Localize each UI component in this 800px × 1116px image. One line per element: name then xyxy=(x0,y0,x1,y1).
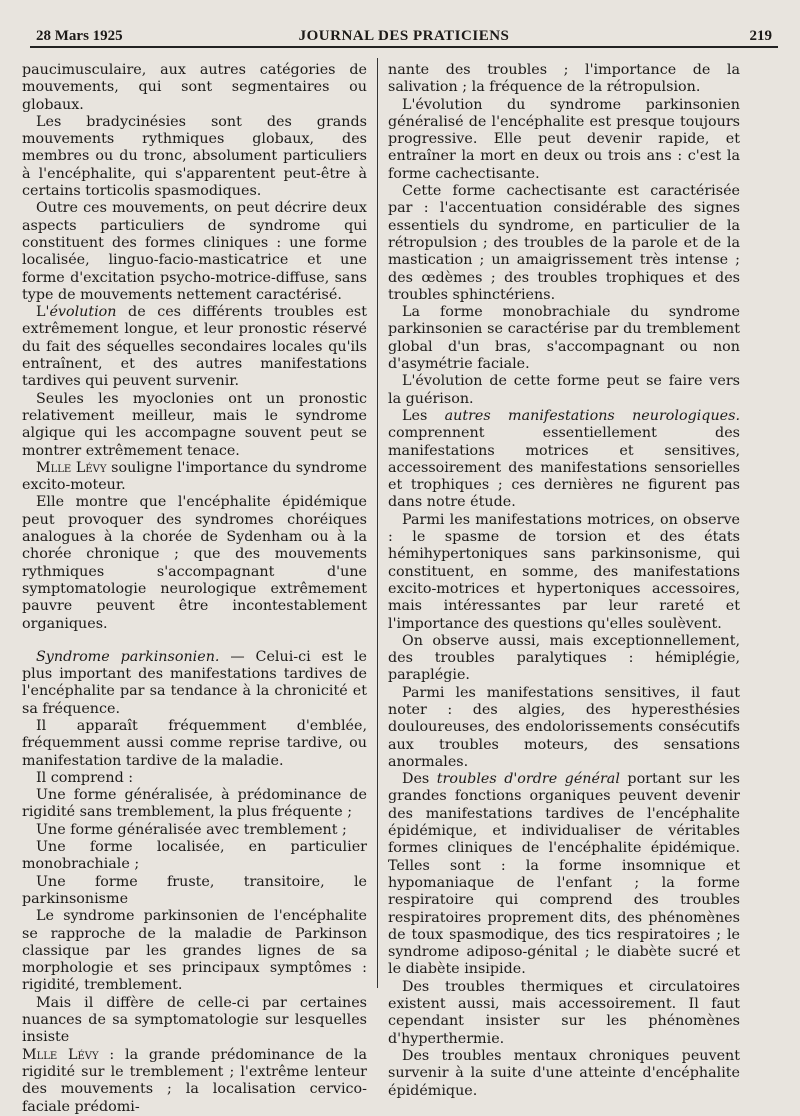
paragraph: Elle montre que l'encéphalite épidémique peut provoquer des syndromes choréiques analogues à la chorée de Sydenham ou à la chorée chronique ; que des mouvements rythmiques s'accompagnant d'une symptomatologie neurologique extrêmement pauvre peuvent être incontestablement organiques. xyxy=(22,494,367,632)
column-divider xyxy=(377,58,378,988)
paragraph-text: de ces différents troubles est extrêmement longue, et leur pronostic réservé du fait des séquelles secondaires locales qu'ils entraînent, et des autres manifestations tardives qui peuvent survenir. xyxy=(22,304,368,390)
paragraph-prefix: Les xyxy=(402,407,428,424)
paragraph: Il comprend : xyxy=(36,769,134,786)
paragraph xyxy=(22,649,367,718)
paragraph: La forme monobrachiale du syndrome parkinsonien se caractérise par du tremblement global d'un bras, s'accompagnant ou non d'asymétrie faciale. xyxy=(388,304,740,373)
header-journal-title: JOURNAL DES PRATICIENS xyxy=(298,28,510,44)
paragraph: Outre ces mouvements, on peut décrire deux aspects particuliers de syndrome qui constituent des formes cliniques : une forme localisée, linguo-facio-masticatrice et une forme d'excitation psycho-motrice-diffuse, sans type de mouvements nettement caractérisé. xyxy=(22,200,367,303)
paragraph: Une forme généralisée avec tremblement ; xyxy=(36,821,347,838)
paragraph: Parmi les manifestations motrices, on observe : le spasme de torsion et des états hémihypertoniques sans parkinsonisme, qui constituent, en somme, des manifestations excito-motrices et hypertoniques accessoires, mais intéressantes par leur rareté et l'importance des questions qu'elles soulèvent. xyxy=(388,511,740,632)
paragraph xyxy=(22,304,367,390)
paragraph: Mais il diffère de celle-ci par certaines nuances de sa symptomatologie sur lesquelles insiste xyxy=(22,994,367,1046)
paragraph: Une forme localisée, en particulier monobrachiale ; xyxy=(22,839,367,873)
paragraph: Des troubles thermiques et circulatoires existent aussi, mais accessoirement. Il faut cependant insister sur les phénomènes d'hyperthermie. xyxy=(388,978,740,1047)
paragraph: Des troubles mentaux chroniques peuvent survenir à la suite d'une atteinte d'encéphalite épidémique. xyxy=(388,1047,740,1099)
paragraph-prefix: Des xyxy=(402,771,430,788)
paragraph: Parmi les manifestations sensitives, il faut noter : des algies, des hyperesthésies douloureuses, des endolorissements consécutifs aux troubles moteurs, des sensations anormales. xyxy=(388,684,740,770)
paragraph: Le syndrome parkinsonien de l'encéphalite se rapproche de la maladie de Parkinson classique par les grandes lignes de sa morphologie et ses principaux symptômes : rigidité, tremblement. xyxy=(22,908,367,994)
paragraph: Les bradycinésies sont des grands mouvements rythmiques globaux, des membres ou du tronc, absolument particuliers à l'encéphalite, qui s'apparentent peut-être à certains torticolis spasmodiques. xyxy=(22,113,367,200)
paragraph: paucimusculaire, aux autres catégories de mouvements, qui sont segmentaires ou globaux. xyxy=(22,62,367,113)
author-name: Mlle Lévy xyxy=(36,459,107,476)
paragraph-text: souligne xyxy=(111,459,173,476)
evolution-prefix: L' xyxy=(36,304,50,321)
paragraph-text: : la grande prédominance de la rigidité sur le tremblement ; l'extrême lenteur des mouvements ; la localisation cervico-faciale prédomi- xyxy=(22,1046,367,1115)
paragraph: L'évolution du syndrome parkinsonien généralisé de l'encéphalite est presque toujours progressive. Elle peut devenir rapide, et entraîner la mort en deux ou trois ans : c'est la forme cachectisante. xyxy=(388,96,740,182)
paragraph: Il apparaît fréquemment d'emblée, fréquemment aussi comme reprise tardive, ou manifestation tardive de la maladie. xyxy=(22,717,367,769)
paragraph: nante des troubles ; l'importance de la salivation ; la fréquence de la rétropulsion. xyxy=(388,62,740,96)
right-column xyxy=(388,62,740,1100)
paragraph xyxy=(22,460,367,495)
section-title-troubles: troubles d'ordre général xyxy=(436,771,620,788)
page-header xyxy=(30,24,778,48)
evolution-term: évolution xyxy=(49,304,117,321)
paragraph-text: comprennent essentiellement des manifestations motrices et sensitives, accessoirement des manifestations sensorielles et trophiques ; ces dernières ne figurent pas dans notre étude. xyxy=(388,425,740,511)
paragraph-text: l'importance du syndrome excito-moteur. xyxy=(22,459,368,494)
paragraph-text: portant sur les grandes fonctions organiques peuvent devenir des manifestations tardives de l'encéphalite épidémique, et individualiser de véritables formes cliniques de l'encéphalite épidémique. Telles sont : la forme insomnique et hypomaniaque de l'enfant ; la forme respiratoire qui comprend des troubles respiratoires proprement dits, des phénomènes de toux spasmodique, des tics respiratoires ; le syndrome adiposo-génital ; le diabète sucré et le diabète insipide. xyxy=(388,771,741,978)
paragraph: L'évolution de cette forme peut se faire vers la guérison. xyxy=(388,373,740,407)
paragraph xyxy=(388,771,740,979)
paragraph xyxy=(388,408,740,512)
author-name: Mlle Lévy xyxy=(22,1046,99,1063)
paragraph: Une forme fruste, transitoire, le parkinsonisme xyxy=(22,873,367,907)
paragraph: On observe aussi, mais exceptionnellement, des troubles paralytiques : hémiplégie, paraplégie. xyxy=(388,632,740,684)
section-title-parkinsonien: Syndrome parkinsonien. xyxy=(36,648,220,665)
paragraph xyxy=(22,1047,367,1116)
left-column xyxy=(22,62,367,1116)
header-date: 28 Mars 1925 xyxy=(36,28,123,44)
paragraph-text: — Celui-ci est le plus important des manifestations tardives de l'encéphalite par sa tendance à la chronicité et sa fréquence. xyxy=(22,648,367,717)
paragraph: Seules les myoclonies ont un pronostic relativement meilleur, mais le syndrome algique qui les accompagne souvent peut se montrer extrêmement tenace. xyxy=(22,390,367,459)
section-title-autres: autres manifestations neurologiques. xyxy=(444,407,740,424)
header-page-number: 219 xyxy=(749,28,772,44)
paragraph: Une forme généralisée, à prédominance de rigidité sans tremblement, la plus fréquente ; xyxy=(22,787,367,821)
paragraph: Cette forme cachectisante est caractérisée par : l'accentuation considérable des signes essentiels du syndrome, en particulier de la rétropulsion ; des troubles de la parole et de la mastication ; un amaigrissement très intense ; des œdèmes ; des troubles trophiques et des troubles sphinctériens. xyxy=(388,183,740,303)
